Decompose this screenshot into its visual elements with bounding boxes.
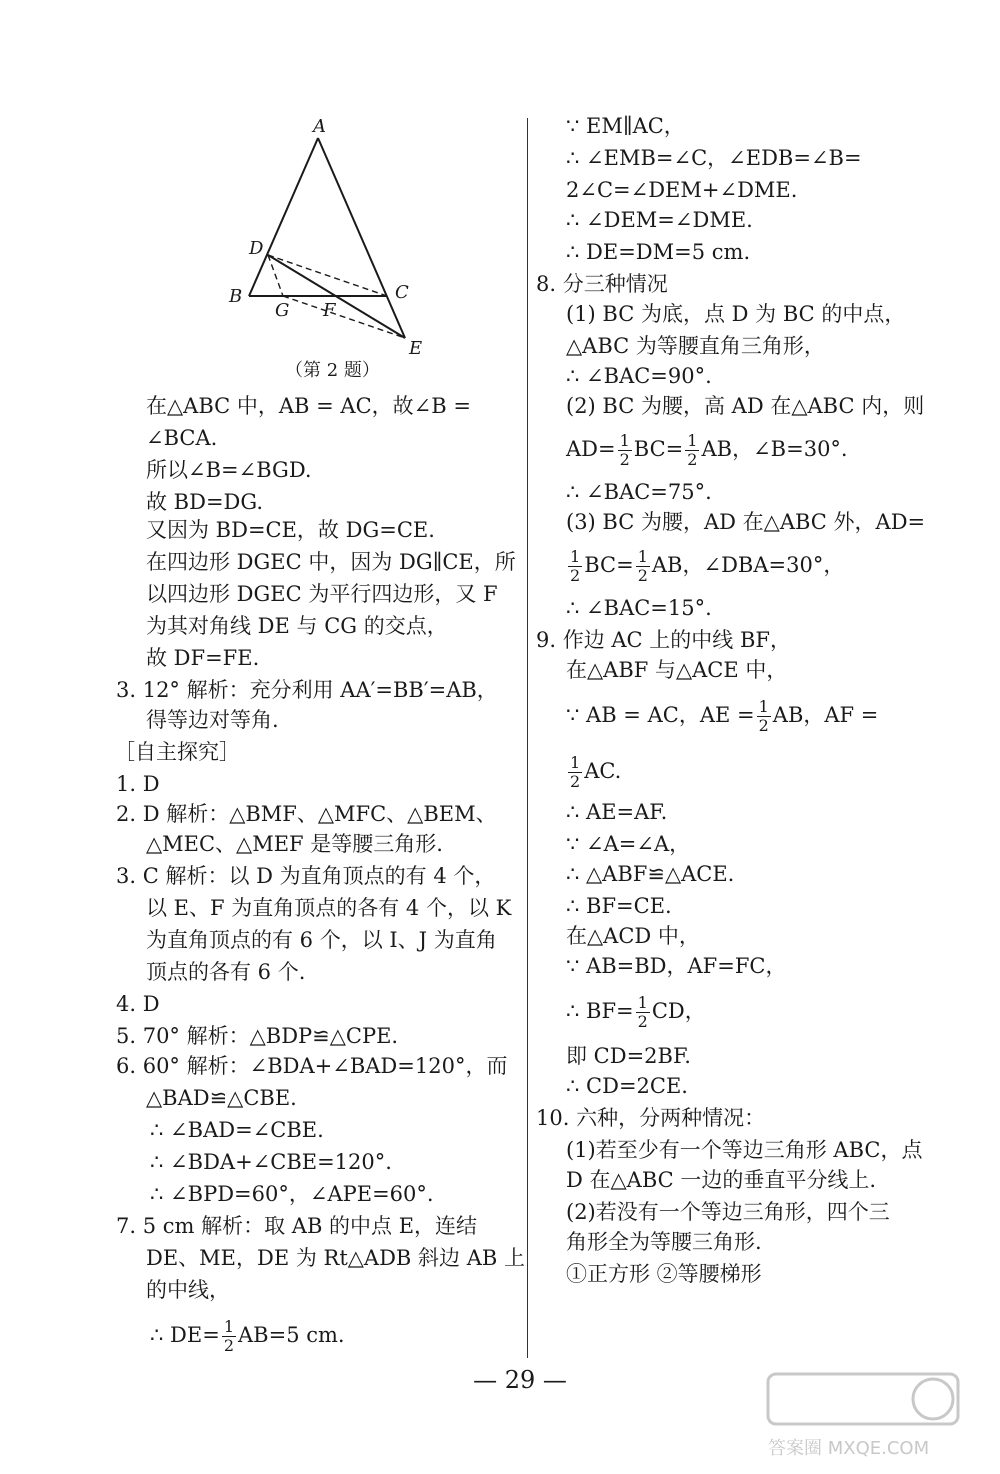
- right-line-31: D 在△ABC 一边的垂直平分线上.: [566, 1168, 877, 1192]
- right-line-4: ∴ ∠DEM=∠DME.: [566, 208, 753, 232]
- left-line-21: 5. 70° 解析：△BDP≌△CPE.: [116, 1024, 399, 1048]
- fraction-half: $\frac{1}{2}$: [619, 431, 630, 469]
- dash-DC: [268, 255, 387, 296]
- left-line-29: 的中线，: [146, 1278, 230, 1302]
- fraction-half: $\frac{1}{2}$: [687, 431, 698, 469]
- left-line-6: 在四边形 DGEC 中，因为 DG∥CE，所: [146, 550, 516, 574]
- left-line-10: 3. 12° 解析：充分利用 AA′=BB′=AB，: [116, 678, 498, 702]
- right-line-2: ∴ ∠EMB=∠C，∠EDB=∠B=: [566, 146, 862, 170]
- left-line-15: △MEC、△MEF 是等腰三角形.: [146, 832, 443, 856]
- label-F: F: [323, 300, 336, 321]
- label-C: C: [395, 282, 409, 303]
- right-line-1: ∵ EM∥AC，: [566, 114, 685, 138]
- right-line-34: ①正方形 ②等腰梯形: [566, 1262, 762, 1286]
- right-line-5: ∴ DE=DM=5 cm.: [566, 240, 751, 264]
- right-line-12: ∴ ∠BAC=75°.: [566, 480, 712, 504]
- left-line-23: △BAD≌△CBE.: [146, 1086, 297, 1110]
- right-line-17: 在△ABF 与△ACE 中，: [566, 658, 788, 682]
- right-line-25: ∵ AB=BD，AF=FC，: [566, 954, 787, 978]
- left-line-3: 所以∠B=∠BGD.: [146, 458, 312, 482]
- watermark-logo-icon: [758, 1366, 988, 1466]
- right-line-23: ∴ BF=CE.: [566, 894, 672, 918]
- left-line-17: 以 E、F 为直角顶点的各有 4 个，以 K: [146, 896, 512, 920]
- left-line-1: 在△ABC 中，AB = AC，故∠B =: [146, 394, 471, 418]
- left-line-14: 2. D 解析：△BMF、△MFC、△BEM、: [116, 802, 497, 826]
- right-line-14: $\frac{1}{2}$ BC= $\frac{1}{2}$ AB，∠DBA=30°，: [570, 547, 845, 585]
- right-line-11: AD= $\frac{1}{2}$ BC= $\frac{1}{2}$ AB，∠B=30°.: [566, 431, 848, 469]
- right-line-33: 角形全为等腰三角形.: [566, 1230, 762, 1254]
- left-line-19: 顶点的各有 6 个.: [146, 960, 306, 984]
- dash-GE: [283, 296, 405, 338]
- right-line-6: 8. 分三种情况: [536, 272, 668, 296]
- right-line-7: (1) BC 为底，点 D 为 BC 的中点，: [566, 302, 906, 326]
- label-G: G: [275, 300, 290, 321]
- right-line-28: ∴ CD=2CE.: [566, 1074, 688, 1098]
- column-divider: [527, 118, 528, 1358]
- right-line-32: (2)若没有一个等边三角形，四个三: [566, 1200, 890, 1224]
- left-line-5: 又因为 BD=CE，故 DG=CE.: [146, 518, 435, 542]
- label-D: D: [249, 238, 264, 259]
- right-line-9: ∴ ∠BAC=90°.: [566, 364, 712, 388]
- left-line-16: 3. C 解析：以 D 为直角顶点的有 4 个，: [116, 864, 496, 888]
- label-A: A: [313, 116, 326, 137]
- right-line-24: 在△ACD 中，: [566, 924, 700, 948]
- right-line-18: ∵ AB = AC，AE = $\frac{1}{2}$ AB，AF =: [566, 697, 879, 735]
- fraction-half: $\frac{1}{2}$: [758, 697, 769, 735]
- right-line-10: (2) BC 为腰，高 AD 在△ABC 内，则: [566, 394, 925, 418]
- left-line-4: 故 BD=DG.: [146, 490, 264, 514]
- right-line-3: 2∠C=∠DEM+∠DME.: [566, 178, 798, 202]
- right-line-29: 10. 六种，分两种情况：: [536, 1106, 766, 1130]
- right-line-15: ∴ ∠BAC=15°.: [566, 596, 712, 620]
- page-number: — 29 —: [473, 1366, 567, 1394]
- label-B: B: [229, 286, 243, 307]
- left-line-22: 6. 60° 解析：∠BDA+∠BAD=120°，而: [116, 1054, 508, 1078]
- left-line-28: DE、ME，DE 为 Rt△ADB 斜边 AB 上: [146, 1246, 525, 1270]
- right-line-8: △ABC 为等腰直角三角形，: [566, 334, 825, 358]
- fraction-half: $\frac{1}{2}$: [637, 547, 648, 585]
- left-line-11: 得等边对等角.: [146, 708, 279, 732]
- left-line-30: [150, 1318, 345, 1355]
- left-line-7: 以四边形 DGEC 为平行四边形，又 F: [146, 582, 498, 606]
- right-line-21: ∵ ∠A=∠A，: [566, 832, 691, 856]
- right-line-13: (3) BC 为腰，AD 在△ABC 外，AD=: [566, 510, 926, 534]
- left-line-24: ∴ ∠BAD=∠CBE.: [150, 1118, 324, 1142]
- right-line-20: ∴ AE=AF.: [566, 800, 668, 824]
- right-line-16: 9. 作边 AC 上的中线 BF，: [536, 628, 791, 652]
- left-line-18: 为直角顶点的有 6 个，以 I、J 为直角: [146, 928, 497, 952]
- figure-caption: （第 2 题）: [285, 360, 380, 381]
- left-line-2: ∠BCA.: [146, 426, 218, 450]
- left-line-30a: ∴ DE=: [150, 1323, 220, 1347]
- triangle-figure: [205, 110, 445, 370]
- section-heading-zizhutanjiu: ［自主探究］: [114, 740, 240, 764]
- left-line-30b: AB=5 cm.: [238, 1323, 345, 1347]
- left-line-26: ∴ ∠BPD=60°，∠APE=60°.: [150, 1182, 434, 1206]
- edge-AB: [249, 138, 318, 296]
- right-line-26: ∴ BF= $\frac{1}{2}$ CD，: [566, 993, 706, 1031]
- right-line-19: $\frac{1}{2}$ AC.: [570, 753, 622, 791]
- fraction-half: $\frac{1}{2}$: [223, 1317, 234, 1355]
- left-line-25: ∴ ∠BDA+∠CBE=120°.: [150, 1150, 392, 1174]
- label-E: E: [409, 338, 423, 359]
- left-line-8: 为其对角线 DE 与 CG 的交点，: [146, 614, 448, 638]
- left-line-9: 故 DF=FE.: [146, 646, 260, 670]
- fraction-half: $\frac{1}{2}$: [570, 547, 581, 585]
- right-line-30: (1)若至少有一个等边三角形 ABC，点: [566, 1138, 923, 1162]
- left-line-27: 7. 5 cm 解析：取 AB 的中点 E，连结: [116, 1214, 478, 1238]
- dash-DG: [268, 255, 283, 296]
- left-line-20: 4. D: [116, 992, 160, 1016]
- right-line-27: 即 CD=2BF.: [566, 1044, 691, 1068]
- right-line-22: ∴ △ABF≌△ACE.: [566, 862, 735, 886]
- fraction-half: $\frac{1}{2}$: [637, 993, 648, 1031]
- fraction-half: $\frac{1}{2}$: [570, 753, 581, 791]
- watermark-text: 答案圈 MXQE.COM: [768, 1438, 930, 1459]
- left-line-13: 1. D: [116, 772, 160, 796]
